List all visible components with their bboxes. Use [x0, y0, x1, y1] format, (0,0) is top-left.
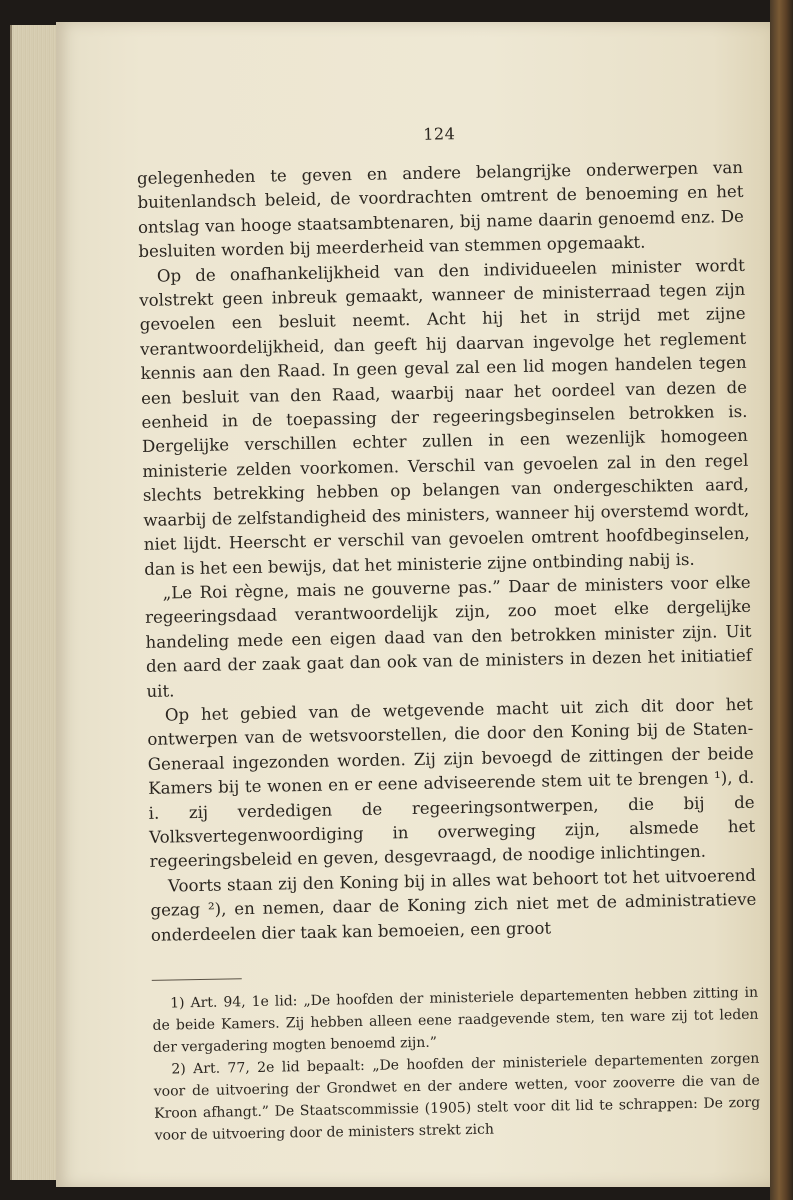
paragraph: „Le Roi règne, mais ne gouverne pas.” Daar de ministers voor elke regeeringsdaad verantwoordelijk zijn, zoo moet elke dergelijke handeling mede een eigen daad van den betrokken minister zijn. Uit den aard der zaak gaat dan ook van de ministers in dezen het initiatief uit. — [144, 572, 753, 701]
paragraph: Op het gebied van de wetgevende macht uit zich dit door het ontwerpen van de wetsvoorstellen, die door den Koning bij de Staten-Generaal ingezonden worden. Zij zijn bevoegd de zittingen der beide Kamers bij te wonen en er eene adviseerende stem uit te brengen ¹), d. i. zij verdedigen de regeeringsontwerpen, die bij de Volksvertegenwoordiging in overweging zijn, alsmede het regeeringsbeleid en geven, desgevraagd, de noodige inlichtingen. — [147, 694, 756, 872]
paragraph: Op de onafhankelijkheid van den individueelen minister wordt volstrekt geen inbreuk gemaakt, wanneer de ministerraad tegen zijn gevoelen een besluit neemt. Acht hij het in strijd met zijne verantwoordelijkheid, dan geeft hij daarvan ingevolge het reglement kennis aan den Raad. In geen geval zal een lid mogen handelen tegen een besluit van den Raad, waarbij naar het oordeel van dezen de eenheid in de toepassing der regeeringsbeginselen betrokken is. Dergelijke verschillen echter zullen in een wezenlijk homogeen ministerie zelden voorkomen. Verschil van gevoelen zal in den regel slechts betrekking hebben op belangen van ondergeschikten aard, waarbij de zelfstandigheid des ministers, wanneer hij overstemd wordt, niet lijdt. Heerscht er verschil van gevoelen omtrent hoofdbeginselen, dan is het een bewijs, dat het ministerie zijne ontbinding nabij is. — [139, 255, 750, 579]
book-spine — [770, 0, 793, 1200]
footnote: 2) Art. 77, 2e lid bepaalt: „De hoofden der ministeriele departementen zorgen voor de uitvoering der Grondwet en der andere wetten, voor zooverre die van de Kroon afhangt.” De Staatscommissie (1905) stelt voor dit lid te schrappen: De zorg voor de uitvoering door de ministers strekt zich — [153, 1050, 761, 1144]
page-edges — [10, 25, 60, 1180]
footnotes — [152, 982, 761, 1147]
footnote-divider — [152, 978, 242, 981]
text-block — [136, 109, 761, 1147]
paragraph: gelegenheden te geven en andere belangrijke onderwerpen van buitenlandsch beleid, de voordrachten omtrent de benoeming en het ontslag van hooge staatsambtenaren, bij name daarin genoemd enz. De besluiten worden bij meerderheid van stemmen opgemaakt. — [136, 157, 745, 262]
page-number: 124 — [423, 124, 456, 144]
footnote: 1) Art. 94, 1e lid: „De hoofden der ministeriele departementen hebben zitting in de beide Kamers. Zij hebben alleen eene raadgevende stem, ten ware zij tot leden der vergadering mogten benoemd zijn.” — [152, 984, 759, 1056]
body-text — [137, 156, 757, 948]
paragraph: Voorts staan zij den Koning bij in alles wat behoort tot het uitvoerend gezag ²), en nemen, daar de Koning zich niet met de administratieve onderdeelen dier taak kan bemoeien, een groot — [150, 865, 757, 945]
